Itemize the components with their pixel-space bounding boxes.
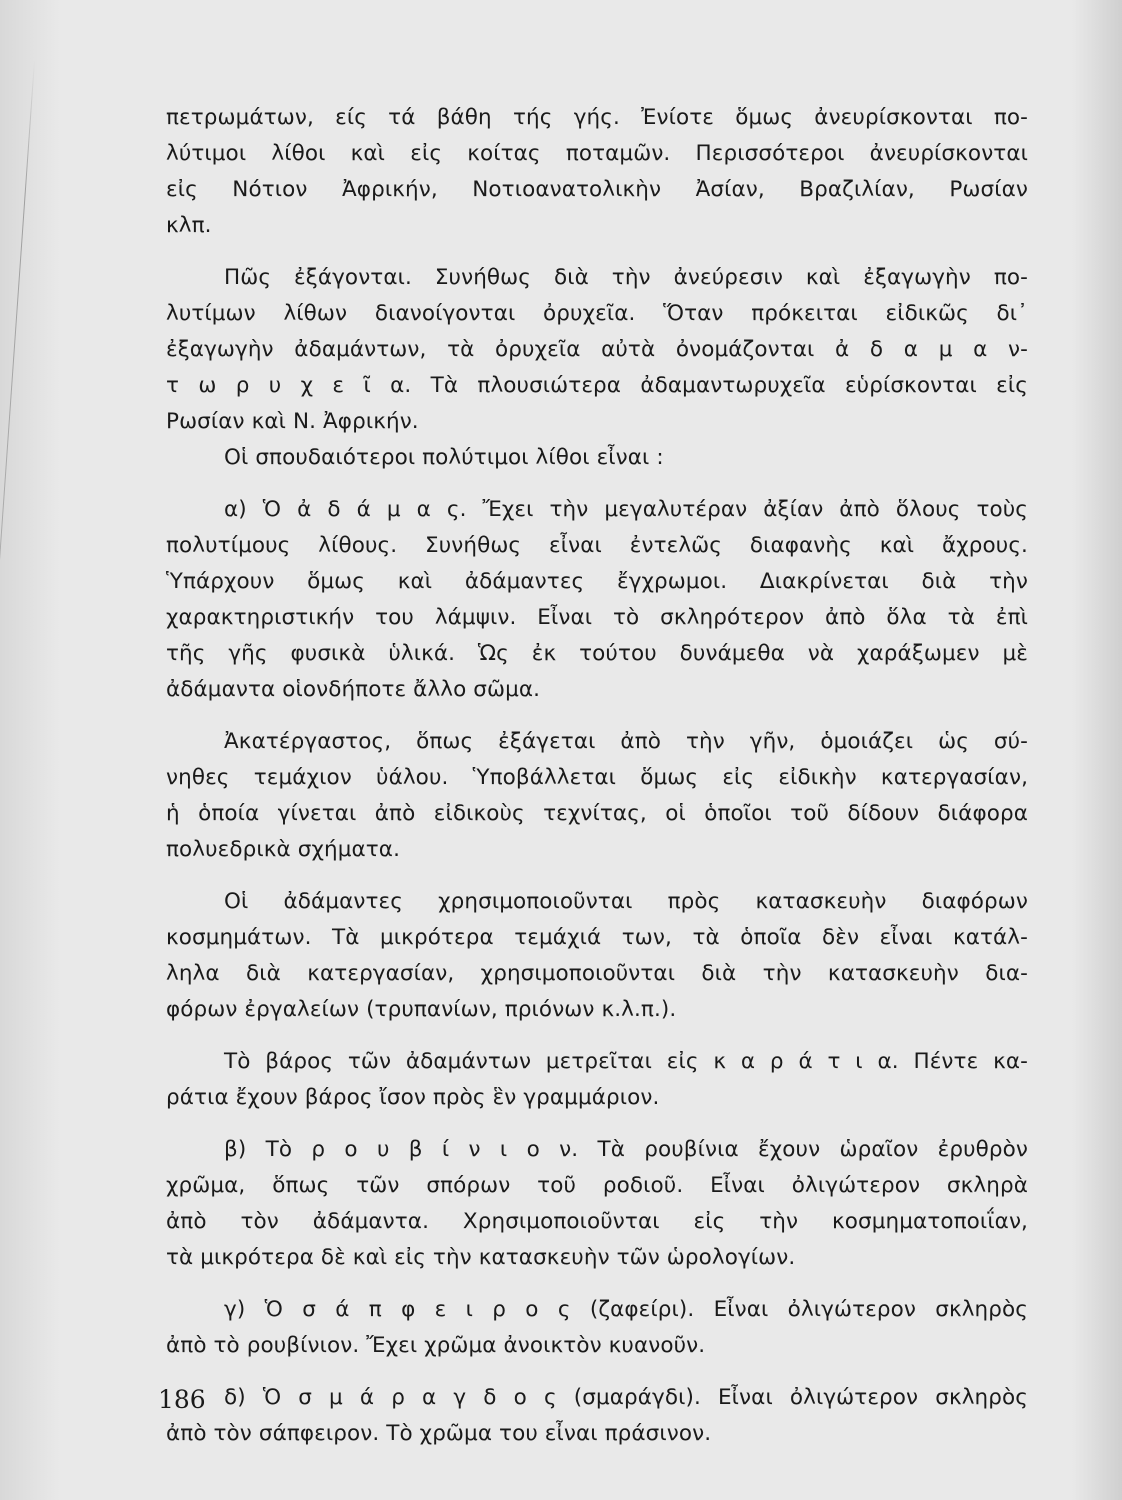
text-line: τὰ μικρότερα δὲ καὶ εἰς τὴν κατασκευὴν τῶν ὡρολογίων. bbox=[166, 1245, 796, 1270]
body-text bbox=[166, 100, 1028, 1452]
paragraph-gap bbox=[166, 244, 1028, 260]
text-line: πετρωμάτων, είς τά βάθη τής γής. Ἐνίοτε ὅμως ἀνευρίσκονται πο- bbox=[166, 105, 1028, 130]
text-line: κλπ. bbox=[166, 213, 212, 238]
paragraph-gap bbox=[166, 1364, 1028, 1380]
text-line: ἀπὸ τὸν σάπφειρον. Τὸ χρῶμα του εἶναι πράσινον. bbox=[166, 1421, 712, 1446]
text-line: ἐξαγωγὴν ἀδαμάντων, τὰ ὀρυχεῖα αὐτὰ ὀνομάζονται ἀ δ α μ α ν- bbox=[166, 337, 1028, 362]
text-line: ἀπὸ τὸν ἀδάμαντα. Χρησιμοποιοῦνται εἰς τὴν κοσμηματοποιΐαν, bbox=[166, 1209, 1028, 1234]
paragraph-gap bbox=[166, 708, 1028, 724]
text-line: Τὸ βάρος τῶν ἀδαμάντων μετρεῖται εἰς κ α ρ ά τ ι α. Πέντε κα- bbox=[224, 1049, 1028, 1074]
page-edge-right bbox=[1072, 0, 1122, 1500]
paragraph-gap bbox=[166, 868, 1028, 884]
text-line: β) Τὸ ρ ο υ β ί ν ι ο ν. Τὰ ρουβίνια ἔχουν ὡραῖον ἐρυθρὸν bbox=[224, 1137, 1028, 1162]
text-line: τ ω ρ υ χ ε ῖ α. Τὰ πλουσιώτερα ἀδαμαντωρυχεῖα εὑρίσκονται εἰς bbox=[166, 373, 1028, 398]
text-line: δ) Ὁ σ μ ά ρ α γ δ ο ς (σμαράγδι). Εἶναι ὀλιγώτερον σκληρὸς bbox=[224, 1385, 1028, 1410]
text-line: χρῶμα, ὅπως τῶν σπόρων τοῦ ροδιοῦ. Εἶναι ὀλιγώτερον σκληρὰ bbox=[166, 1173, 1028, 1198]
text-line: ἡ ὁποία γίνεται ἀπὸ εἰδικοὺς τεχνίτας, οἱ ὁποῖοι τοῦ δίδουν διάφορα bbox=[166, 801, 1028, 826]
text-line: χαρακτηριστικήν του λάμψιν. Εἶναι τὸ σκληρότερον ἀπὸ ὅλα τὰ ἐπὶ bbox=[166, 605, 1028, 630]
text-line: λυτίμων λίθων διανοίγονται ὀρυχεῖα. Ὅταν πρόκειται εἰδικῶς δι᾽ bbox=[166, 301, 1028, 326]
text-line: ἀπὸ τὸ ρουβίνιον. Ἔχει χρῶμα ἀνοικτὸν κυανοῦν. bbox=[166, 1333, 706, 1358]
text-line: Ρωσίαν καὶ Ν. Ἀφρικήν. bbox=[166, 409, 419, 434]
paragraph-gap bbox=[166, 1116, 1028, 1132]
text-line: ληλα διὰ κατεργασίαν, χρησιμοποιοῦνται διὰ τὴν κατασκευὴν δια- bbox=[166, 961, 1028, 986]
paragraph-gap bbox=[166, 476, 1028, 492]
text-line: νηθες τεμάχιον ὑάλου. Ὑποβάλλεται ὅμως εἰς εἰδικὴν κατεργασίαν, bbox=[166, 765, 1028, 790]
text-line: λύτιμοι λίθοι καὶ εἰς κοίτας ποταμῶν. Περισσότεροι ἀνευρίσκονται bbox=[166, 141, 1028, 166]
text-line: Οἱ σπουδαιότεροι πολύτιμοι λίθοι εἶναι : bbox=[224, 445, 664, 470]
paragraph-gap bbox=[166, 1276, 1028, 1292]
paragraph-gap bbox=[166, 1028, 1028, 1044]
text-line: γ) Ὁ σ ά π φ ε ι ρ ο ς (ζαφείρι). Εἶναι ὀλιγώτερον σκληρὸς bbox=[224, 1297, 1028, 1322]
text-line: Οἱ ἀδάμαντες χρησιμοποιοῦνται πρὸς κατασκευὴν διαφόρων bbox=[224, 889, 1028, 914]
text-line: ἀδάμαντα οἱονδήποτε ἄλλο σῶμα. bbox=[166, 677, 541, 702]
text-line: Ἀκατέργαστος, ὅπως ἐξάγεται ἀπὸ τὴν γῆν, ὁμοιάζει ὡς σύ- bbox=[224, 729, 1028, 754]
text-line: εἰς Νότιον Ἀφρικήν, Νοτιοανατολικὴν Ἀσίαν, Βραζιλίαν, Ρωσίαν bbox=[166, 177, 1028, 202]
text-line: πολυτίμους λίθους. Συνήθως εἶναι ἐντελῶς διαφανὴς καὶ ἄχρους. bbox=[166, 533, 1028, 558]
page-edge-left bbox=[0, 0, 60, 1500]
text-line: Πῶς ἐξάγονται. Συνήθως διὰ τὴν ἀνεύρεσιν καὶ ἐξαγωγὴν πο- bbox=[224, 265, 1028, 290]
text-line: πολυεδρικὰ σχήματα. bbox=[166, 837, 401, 862]
page-number: 186 bbox=[158, 1385, 206, 1414]
text-line: τῆς γῆς φυσικὰ ὑλικά. Ὡς ἐκ τούτου δυνάμεθα νὰ χαράξωμεν μὲ bbox=[166, 641, 1028, 666]
text-line: α) Ὁ ἀ δ ά μ α ς. Ἔχει τὴν μεγαλυτέραν ἀξίαν ἀπὸ ὅλους τοὺς bbox=[224, 497, 1028, 522]
text-line: ράτια ἔχουν βάρος ἴσον πρὸς ἓν γραμμάριον. bbox=[166, 1085, 660, 1110]
text-line: Ὑπάρχουν ὅμως καὶ ἀδάμαντες ἔγχρωμοι. Διακρίνεται διὰ τὴν bbox=[166, 569, 1028, 594]
text-line: κοσμημάτων. Τὰ μικρότερα τεμάχιά των, τὰ ὁποῖα δὲν εἶναι κατάλ- bbox=[166, 925, 1028, 950]
text-line: φόρων ἐργαλείων (τρυπανίων, πριόνων κ.λ.π.). bbox=[166, 997, 677, 1022]
